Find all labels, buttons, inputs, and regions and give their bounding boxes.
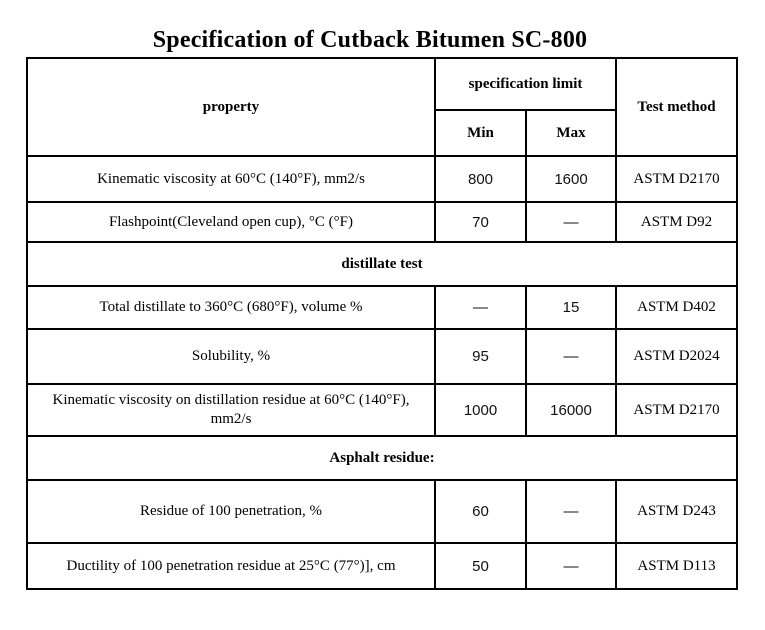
page-title: Specification of Cutback Bitumen SC-800 <box>152 27 588 53</box>
table-row <box>27 480 737 543</box>
min-cell: — <box>435 286 526 329</box>
property-cell: Total distillate to 360°C (680°F), volume % <box>27 286 435 329</box>
method-cell: ASTM D113 <box>616 543 737 589</box>
property-cell: Kinematic viscosity at 60°C (140°F), mm2/s <box>27 156 435 202</box>
max-cell: — <box>526 480 616 543</box>
min-cell: 95 <box>435 329 526 384</box>
property-cell: Ductility of 100 penetration residue at 25°C (77°)], cm <box>27 543 435 589</box>
min-cell: 70 <box>435 202 526 242</box>
method-cell: ASTM D243 <box>616 480 737 543</box>
section-asphalt-residue: Asphalt residue: <box>27 436 737 480</box>
method-cell: ASTM D2024 <box>616 329 737 384</box>
header-spec-limit: specification limit <box>435 58 616 110</box>
table-row <box>27 543 737 589</box>
max-cell: — <box>526 202 616 242</box>
method-cell: ASTM D92 <box>616 202 737 242</box>
max-cell: 15 <box>526 286 616 329</box>
min-cell: 800 <box>435 156 526 202</box>
max-cell: 1600 <box>526 156 616 202</box>
section-distillate-test: distillate test <box>27 242 737 286</box>
table-row <box>27 384 737 436</box>
section-row <box>27 242 737 286</box>
table-row <box>27 156 737 202</box>
table-row <box>27 329 737 384</box>
method-cell: ASTM D402 <box>616 286 737 329</box>
min-cell: 50 <box>435 543 526 589</box>
property-cell: Solubility, % <box>27 329 435 384</box>
table-row <box>27 202 737 242</box>
header-test-method: Test method <box>616 58 737 156</box>
property-cell: Residue of 100 penetration, % <box>27 480 435 543</box>
max-cell: — <box>526 543 616 589</box>
min-cell: 60 <box>435 480 526 543</box>
max-cell: — <box>526 329 616 384</box>
section-row <box>27 436 737 480</box>
min-cell: 1000 <box>435 384 526 436</box>
property-cell: Flashpoint(Cleveland open cup), °C (°F) <box>27 202 435 242</box>
header-min: Min <box>435 110 526 156</box>
max-cell: 16000 <box>526 384 616 436</box>
header-property: property <box>27 58 435 156</box>
method-cell: ASTM D2170 <box>616 156 737 202</box>
table-row <box>27 286 737 329</box>
property-cell: Kinematic viscosity on distillation residue at 60°C (140°F), mm2/s <box>27 384 435 436</box>
method-cell: ASTM D2170 <box>616 384 737 436</box>
specification-table <box>26 57 738 590</box>
header-max: Max <box>526 110 616 156</box>
